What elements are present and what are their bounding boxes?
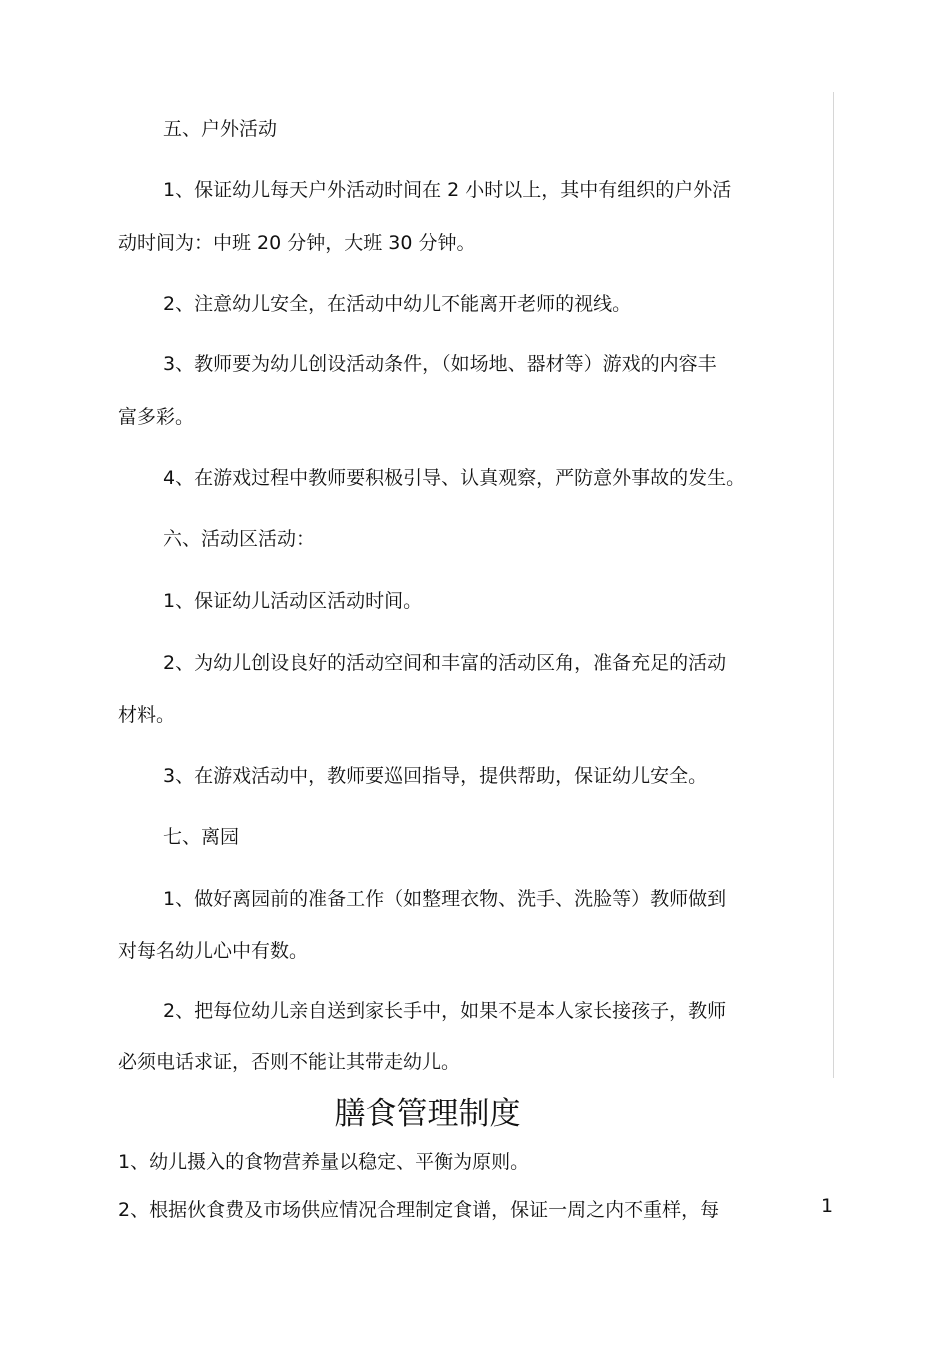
paragraph-line: 2、根据伙食费及市场供应情况合理制定食谱，保证一周之内不重样，每	[118, 1199, 720, 1221]
paragraph-line: 1、幼儿摄入的食物营养量以稳定、平衡为原则。	[118, 1151, 530, 1173]
paragraph-line: 富多彩。	[118, 406, 195, 428]
paragraph-line: 2、注意幼儿安全，在活动中幼儿不能离开老师的视线。	[163, 293, 632, 315]
paragraph-line: 4、在游戏过程中教师要积极引导、认真观察，严防意外事故的发生。	[163, 467, 746, 489]
paragraph-line: 动时间为：中班 20 分钟，大班 30 分钟。	[118, 232, 476, 254]
page-number: 1	[821, 1195, 834, 1217]
paragraph-line: 2、把每位幼儿亲自送到家长手中，如果不是本人家长接孩子，教师	[163, 1000, 727, 1022]
paragraph-line: 1、做好离园前的准备工作（如整理衣物、洗手、洗脸等）教师做到	[163, 888, 727, 910]
paragraph-line: 3、教师要为幼儿创设活动条件，（如场地、器材等）游戏的内容丰	[163, 353, 717, 375]
page-title: 膳食管理制度	[334, 1096, 521, 1132]
section-heading-outdoor: 五、户外活动	[163, 118, 278, 140]
margin-rule	[833, 92, 834, 1078]
paragraph-line: 材料。	[118, 704, 176, 726]
paragraph-line: 2、为幼儿创设良好的活动空间和丰富的活动区角，准备充足的活动	[163, 652, 727, 674]
section-heading-activity-area: 六、活动区活动：	[163, 528, 316, 550]
paragraph-line: 3、在游戏活动中，教师要巡回指导，提供帮助，保证幼儿安全。	[163, 765, 708, 787]
paragraph-line: 1、保证幼儿每天户外活动时间在 2 小时以上，其中有组织的户外活	[163, 179, 732, 201]
paragraph-line: 1、保证幼儿活动区活动时间。	[163, 590, 423, 612]
paragraph-line: 对每名幼儿心中有数。	[118, 940, 309, 962]
section-heading-leaving: 七、离园	[163, 826, 240, 848]
paragraph-line: 必须电话求证，否则不能让其带走幼儿。	[118, 1051, 461, 1073]
